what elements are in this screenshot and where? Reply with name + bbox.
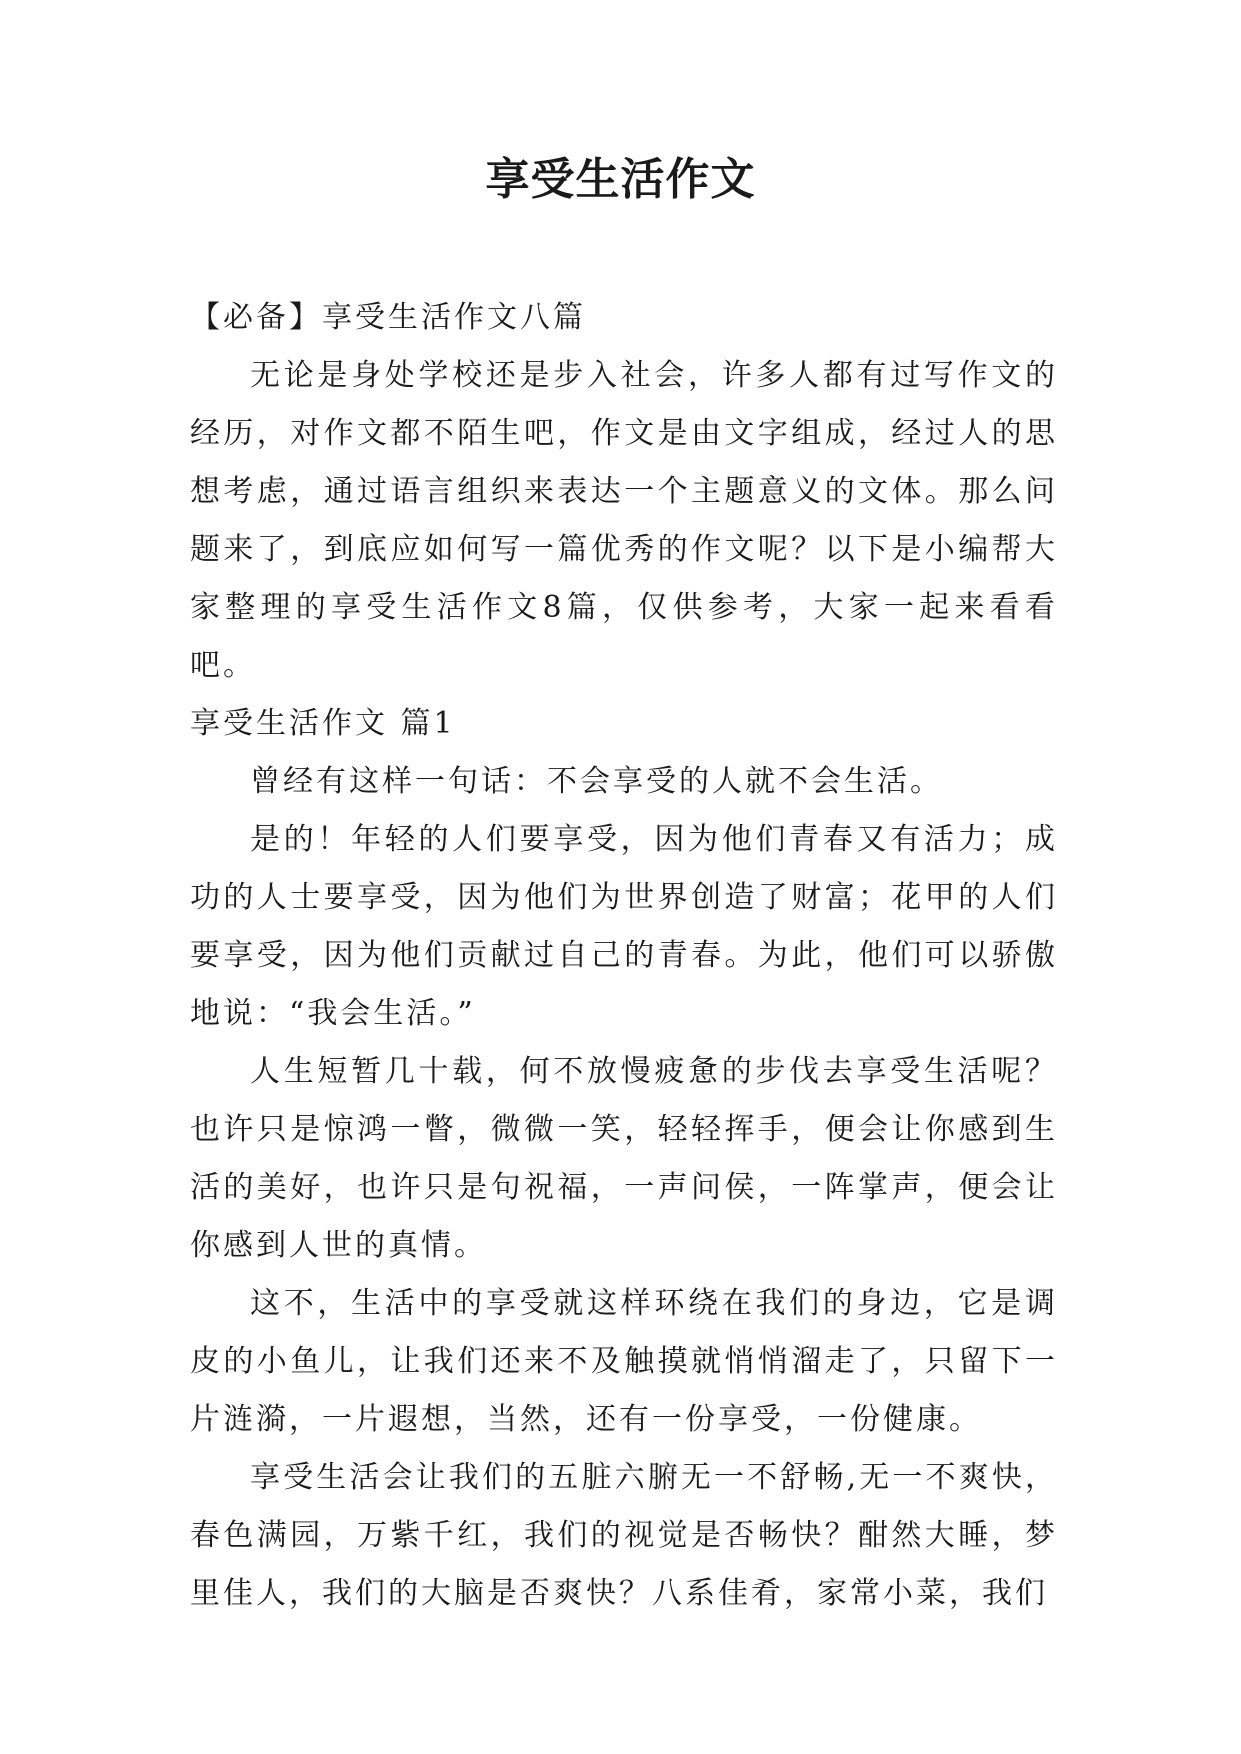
body-paragraph: 享受生活会让我们的五脏六腑无一不舒畅,无一不爽快，春色满园，万紫千红，我们的视觉是否畅快？酣然大睡，梦里佳人，我们的大脑是否爽快？八系佳肴，家常小菜，我们	[190, 1460, 1058, 1611]
subtitle-line: 【必备】享受生活作文八篇	[190, 300, 586, 335]
body-paragraph: 这不，生活中的享受就这样环绕在我们的身边，它是调皮的小鱼儿，让我们还来不及触摸就悄悄溜走了，只留下一片涟漪，一片遐想，当然，还有一份享受，一份健康。	[190, 1286, 1058, 1437]
document-title: 享受生活作文	[485, 154, 756, 205]
section-heading: 享受生活作文 篇1	[190, 706, 456, 741]
body-paragraph: 是的！年轻的人们要享受，因为他们青春又有活力；成功的人士要享受，因为他们为世界创造了财富；花甲的人们要享受，因为他们贡献过自己的青春。为此，他们可以骄傲地说：“我会生活。”	[190, 822, 1058, 1031]
document-body	[190, 289, 1058, 1623]
body-paragraph: 曾经有这样一句话：不会享受的人就不会生活。	[250, 764, 943, 799]
intro-paragraph: 无论是身处学校还是步入社会，许多人都有过写作文的经历，对作文都不陌生吧，作文是由文字组成，经过人的思想考虑，通过语言组织来表达一个主题意义的文体。那么问题来了，到底应如何写一篇优秀的作文呢？以下是小编帮大家整理的享受生活作文8篇，仅供参考，大家一起来看看吧。	[190, 358, 1058, 683]
body-paragraph: 人生短暂几十载，何不放慢疲惫的步伐去享受生活呢？也许只是惊鸿一瞥，微微一笑，轻轻挥手，便会让你感到生活的美好，也许只是句祝福，一声问侯，一阵掌声，便会让你感到人世的真情。	[190, 1054, 1058, 1263]
